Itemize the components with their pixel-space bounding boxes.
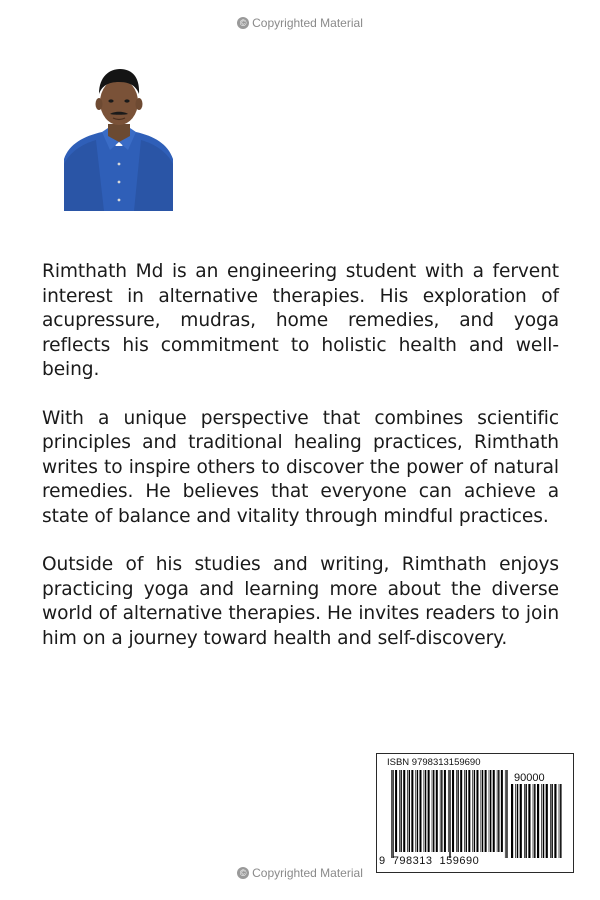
barcode-bar <box>456 770 457 852</box>
barcode-bar <box>399 770 400 852</box>
isbn-barcode <box>376 753 574 873</box>
barcode-bar <box>534 784 535 858</box>
barcode-bar <box>466 770 467 852</box>
barcode-bar <box>417 770 418 852</box>
barcode-bar <box>515 784 516 858</box>
barcode-bar <box>546 784 548 858</box>
barcode-bar <box>543 784 544 858</box>
barcode-bar <box>457 770 458 852</box>
barcode-bar <box>520 784 522 858</box>
barcode-bar <box>460 770 462 852</box>
barcode-bar <box>424 770 425 852</box>
barcode-bar <box>409 770 410 852</box>
barcode-bar <box>468 770 470 852</box>
barcode-bar <box>474 770 475 852</box>
barcode-bar <box>419 770 421 852</box>
barcode-bar <box>560 784 561 858</box>
barcode-bar <box>395 770 397 852</box>
barcode-bar <box>490 770 491 852</box>
barcode-bar <box>524 784 525 858</box>
copyright-watermark-top <box>0 16 600 30</box>
barcode-bar <box>441 770 442 852</box>
barcode-bar <box>559 784 560 858</box>
addon-barcode-bars <box>511 784 563 858</box>
barcode-bar <box>425 770 426 852</box>
copyright-icon: © <box>237 867 249 879</box>
barcode-bar <box>497 770 498 852</box>
barcode-bar <box>464 770 465 852</box>
barcode-bar <box>407 770 408 852</box>
barcode-bar <box>392 770 393 858</box>
barcode-bar <box>498 770 499 852</box>
barcode-bar <box>485 770 487 852</box>
barcode-bar <box>505 770 506 858</box>
author-portrait-icon <box>64 64 173 211</box>
barcode-bar <box>511 784 513 858</box>
copyright-watermark-bottom <box>0 866 600 880</box>
author-photo <box>64 64 173 211</box>
bio-paragraph-2: With a unique perspective that combines scientific principles and traditional healing practices, Rimthath writes to inspire others to discover the power of natural remedies. He believes that everyone can achieve a state of balance and vitality through mindful practices. <box>42 407 559 527</box>
copyright-icon: © <box>237 17 249 29</box>
barcode-bar <box>533 784 534 858</box>
barcode-bar <box>506 770 507 858</box>
barcode-bar <box>433 770 434 852</box>
author-bio <box>42 260 559 675</box>
barcode-bar <box>476 770 478 852</box>
barcode-bar <box>550 784 551 858</box>
barcode-bar <box>472 770 473 852</box>
barcode-bar <box>428 770 430 852</box>
bio-paragraph-3: Outside of his studies and writing, Rimthath enjoys practicing yoga and learning more about the diverse world of alternative therapies. He invites readers to join him on a journey toward health and self-discovery. <box>42 554 559 649</box>
barcode-bar <box>448 770 449 852</box>
barcode-bar <box>449 770 450 858</box>
barcode-bar <box>493 770 495 852</box>
barcode-bar <box>537 784 539 858</box>
barcode-bar <box>403 770 405 852</box>
isbn-label: ISBN 9798313159690 <box>387 757 481 768</box>
barcode-bar <box>432 770 433 852</box>
ean-digits: 9 798313 159690 <box>379 855 480 867</box>
barcode-bar <box>517 784 518 858</box>
barcode-bar <box>452 770 454 852</box>
ean-barcode-bars <box>391 770 509 858</box>
barcode-bar <box>501 770 503 852</box>
barcode-bar <box>528 784 530 858</box>
barcode-bar <box>411 770 413 852</box>
barcode-bar <box>541 784 542 858</box>
barcode-bar <box>415 770 416 852</box>
barcode-bar <box>551 784 552 858</box>
bio-paragraph-1: Rimthath Md is an engineering student with a fervent interest in alternative therapies. His exploration of acupressure, mudras, home remedies, and yoga reflects his commitment to holistic health and well-being. <box>42 261 559 380</box>
barcode-bar <box>525 784 526 858</box>
copyright-text-bottom: Copyrighted Material <box>252 866 363 880</box>
barcode-bar <box>489 770 490 852</box>
copyright-text-top: Copyrighted Material <box>252 16 363 30</box>
barcode-bar <box>554 784 556 858</box>
barcode-bar <box>440 770 441 852</box>
barcode-bar <box>400 770 401 852</box>
barcode-bar <box>481 770 482 852</box>
barcode-bar <box>436 770 438 852</box>
price-code: 90000 <box>514 772 545 784</box>
barcode-bar <box>482 770 483 852</box>
barcode-bar <box>444 770 446 852</box>
barcode-bar <box>391 770 392 858</box>
